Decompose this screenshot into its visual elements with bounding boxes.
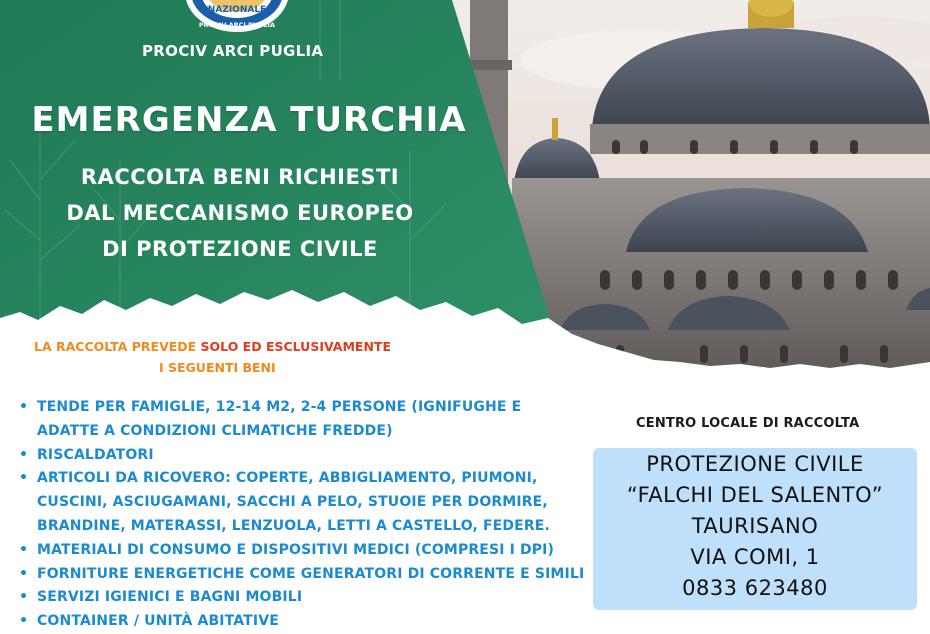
center-line-name: PROTEZIONE CIVILE	[646, 452, 864, 476]
flyer-title: EMERGENZA TURCHIA	[31, 100, 467, 140]
intro-line-2: I SEGUENTI BENI	[159, 360, 276, 375]
goods-item: • MATERIALI DI CONSUMO E DISPOSITIVI MEDICI (COMPRESI I DPI)	[18, 539, 588, 563]
subtitle-line-1: RACCOLTA BENI RICHIESTI	[80, 165, 400, 189]
intro-line-1	[34, 339, 391, 354]
goods-item: • ARTICOLI DA RICOVERO: COPERTE, ABBIGLIAMENTO, PIUMONI, CUSCINI, ASCIUGAMANI, SACCHI A PELO, STUOIE PER DORMIRE, BRANDINE, MATERASSI, LENZUOLA, LETTI A CASTELLO, FEDERE.	[18, 467, 588, 538]
intro-text: LA RACCOLTA PREVEDE	[34, 339, 201, 354]
center-line-group: “FALCHI DEL SALENTO”	[626, 483, 884, 507]
center-line-city: TAURISANO	[691, 514, 819, 538]
goods-list	[18, 396, 588, 634]
collection-center-heading: CENTRO LOCALE DI RACCOLTA	[636, 416, 860, 431]
center-line-phone: 0833 623480	[682, 576, 828, 600]
goods-item: • FORNITURE ENERGETICHE COME GENERATORI DI CORRENTE E SIMILI	[18, 563, 588, 587]
logo-text: NAZIONALE	[207, 5, 267, 15]
subtitle-line-3: DI PROTEZIONE CIVILE	[102, 237, 378, 261]
prociv-arci-logo	[182, 0, 292, 34]
center-line-address: VIA COMI, 1	[690, 545, 820, 569]
goods-item: • CONTAINER / UNITÀ ABITATIVE	[18, 610, 588, 634]
organization-name: PROCIV ARCI PUGLIA	[142, 42, 324, 60]
goods-item: • SERVIZI IGIENICI E BAGNI MOBILI	[18, 586, 588, 610]
goods-item: • RISCALDATORI	[18, 444, 588, 468]
subtitle-line-2: DAL MECCANISMO EUROPEO	[66, 201, 414, 225]
goods-item: • TENDE PER FAMIGLIE, 12-14 M2, 2-4 PERSONE (IGNIFUGHE E ADATTE A CONDIZIONI CLIMATICHE FREDDE)	[18, 396, 588, 444]
intro-emphasis: SOLO ED ESCLUSIVAMENTE	[200, 339, 391, 354]
collection-center-box	[593, 448, 917, 610]
logo-ring-text: PROCIV-ARCI PUGLIA	[198, 21, 276, 29]
